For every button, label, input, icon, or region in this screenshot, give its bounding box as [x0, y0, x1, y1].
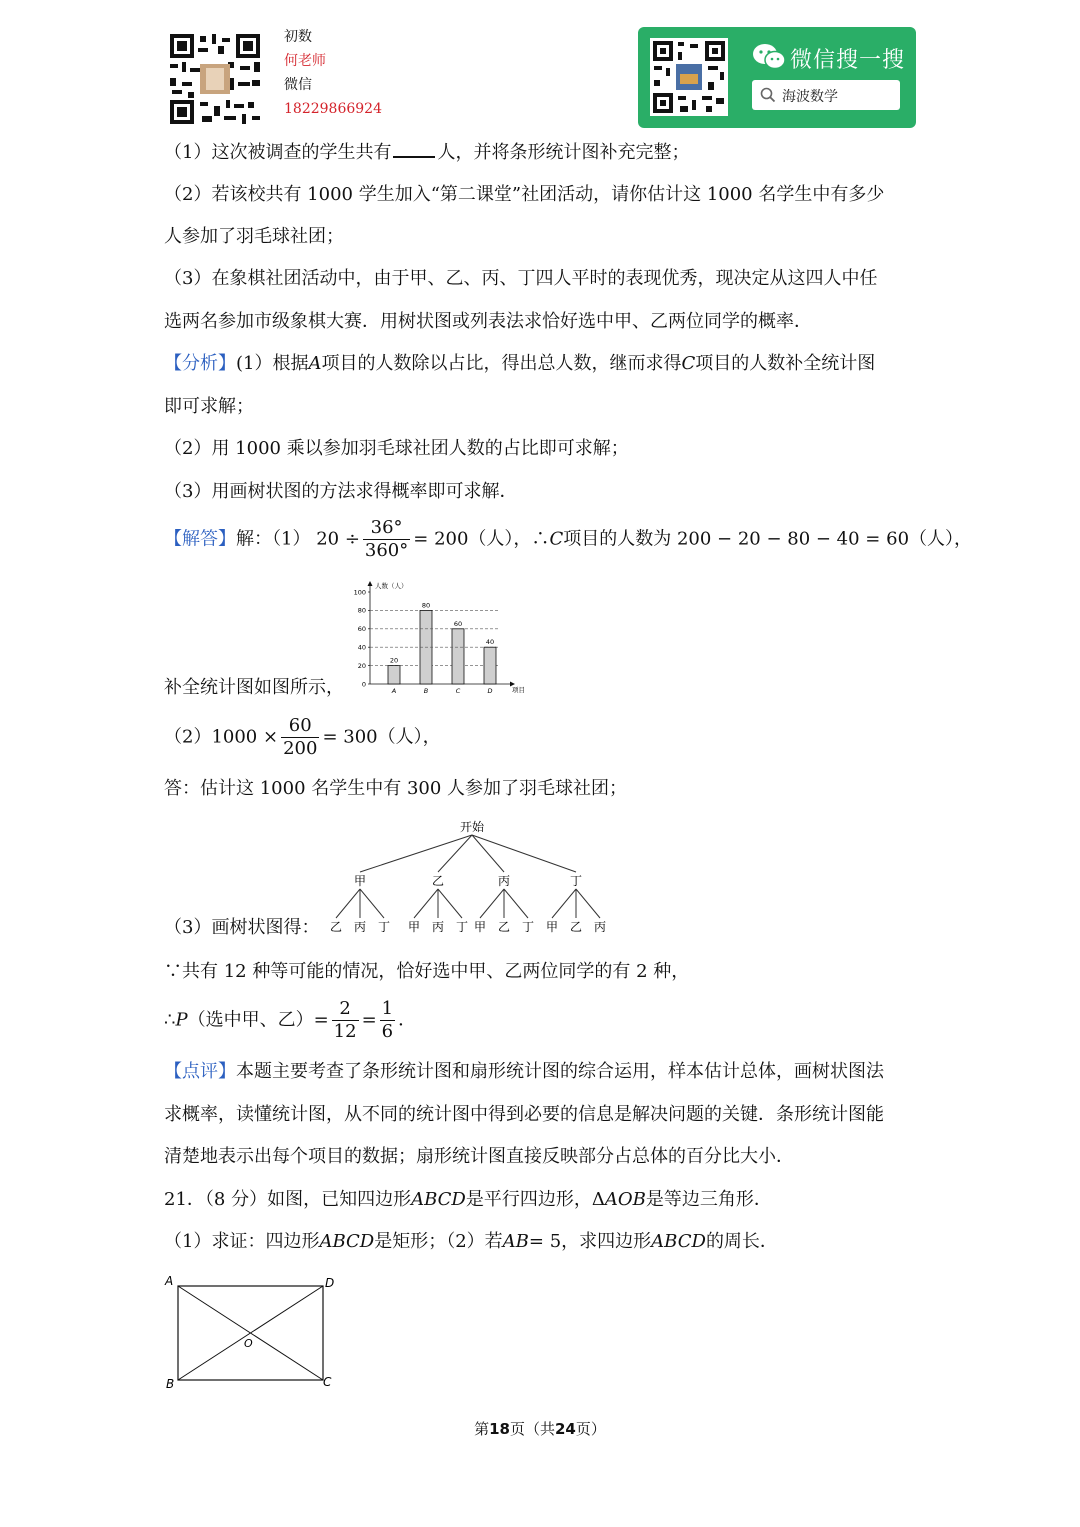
- analysis-text: 项目的人数除以占比，得出总人数，继而求得: [321, 353, 682, 374]
- var-abcd: ABCD: [319, 1231, 375, 1252]
- q21-text: 是等边三角形．: [645, 1189, 772, 1210]
- x-tick-label: D: [487, 687, 493, 695]
- q20-part1: [164, 140, 689, 165]
- tree-branch: [438, 889, 462, 918]
- wechat-title: 微信搜一搜: [790, 48, 906, 73]
- y-tick-label: 60: [357, 625, 366, 634]
- tree-node-level2: 甲: [473, 920, 487, 934]
- tree-node-level1: 丙: [497, 874, 511, 888]
- tree-node-level1: 甲: [353, 874, 367, 888]
- tree-node-level1: 丁: [569, 874, 583, 888]
- fraction-2-12: [332, 998, 359, 1043]
- q20-part2-line2: 人参加了羽毛球社团；: [164, 226, 344, 247]
- comment-line1: [164, 1060, 884, 1084]
- comment-tag: 【点评】: [164, 1061, 236, 1082]
- fraction-denominator: 360°: [364, 540, 409, 561]
- page-total: 24: [555, 1420, 576, 1438]
- y-axis-arrow: [368, 581, 373, 586]
- answer-line1: [164, 517, 972, 562]
- var-p: P: [175, 1009, 188, 1031]
- tree-node-level2: 乙: [569, 920, 583, 934]
- tree-branch: [360, 889, 384, 918]
- answer-text: 解：（1）: [236, 528, 311, 550]
- analysis-text: (1）根据: [236, 353, 309, 374]
- analysis-line3: （2）用 1000 乘以参加羽毛球社团人数的占比即可求解；: [164, 438, 629, 459]
- qr-code-right: [650, 38, 728, 116]
- x-axis-label: 项目: [512, 686, 525, 694]
- search-icon: [760, 87, 776, 103]
- fraction-60-200: [281, 715, 319, 760]
- label-a: A: [165, 1274, 174, 1288]
- answer-text: （2）1000 ×: [164, 726, 279, 748]
- tree-node-level2: 甲: [407, 920, 421, 934]
- analysis-line2: 即可求解；: [164, 396, 254, 417]
- data-label: 40: [485, 638, 495, 647]
- q21-text: = 5，求四边形: [528, 1231, 652, 1252]
- tree-node-level2: 丙: [431, 920, 445, 934]
- label-d: D: [325, 1276, 335, 1290]
- contact-line: 微信: [284, 77, 312, 93]
- data-label: 20: [389, 656, 399, 665]
- analysis-text: 项目的人数补全统计图: [695, 353, 876, 374]
- tree-node-level2: 丙: [353, 920, 367, 934]
- y-tick-label: 20: [357, 661, 366, 670]
- tree-branch: [504, 889, 528, 918]
- answer-text: （选中甲、乙）=: [187, 1009, 329, 1031]
- fraction-denominator: 200: [283, 738, 318, 759]
- fraction-numerator: 36°: [363, 517, 410, 540]
- tree-node-level2: 丙: [593, 920, 607, 934]
- analysis-line1: [164, 352, 875, 376]
- q21-text: 是平行四边形，Δ: [465, 1189, 605, 1210]
- answer-text: ．: [398, 1009, 417, 1031]
- page-number: 18: [489, 1420, 510, 1438]
- q21-line2: [164, 1230, 778, 1254]
- q20-part1-text-end: 人，并将条形统计图补充完整；: [437, 142, 690, 163]
- contact-line: 何老师: [284, 53, 326, 69]
- label-o: O: [244, 1337, 253, 1350]
- answer-line2: [164, 715, 441, 760]
- bar-a: [388, 666, 400, 684]
- answer-tag: 【解答】: [164, 528, 236, 550]
- tree-branch: [414, 889, 438, 918]
- var-aob: AOB: [604, 1189, 646, 1210]
- tree-caption: （3）画树状图得：: [164, 917, 320, 938]
- footer-text: 页（共: [509, 1420, 555, 1438]
- q21-text: （1）求证：四边形: [164, 1231, 320, 1252]
- tree-node-level2: 丁: [455, 920, 469, 934]
- answer-text: = 300（人），: [322, 726, 441, 748]
- tree-branch: [336, 889, 360, 918]
- tree-node-level1: 乙: [431, 874, 445, 888]
- x-tick-label: A: [391, 687, 397, 695]
- answer-text: = 200（人），∴: [413, 528, 550, 550]
- analysis-tag: 【分析】: [164, 353, 236, 374]
- wechat-search-box[interactable]: [752, 80, 900, 110]
- q20-part2-line1: （2）若该校共有 1000 学生加入“第二课堂”社团活动，请你估计这 1000 名学生中有多少: [164, 184, 885, 205]
- tree-diagram: [320, 815, 620, 940]
- var-abcd: ABCD: [651, 1231, 706, 1252]
- x-tick-label: C: [455, 687, 461, 695]
- answer-blank: [393, 140, 435, 158]
- footer-text: 页）: [575, 1420, 606, 1438]
- var-c: C: [681, 353, 696, 374]
- fraction-numerator: 60: [281, 715, 319, 738]
- tree-branch: [480, 889, 504, 918]
- comment-line3: 清楚地表示出每个项目的数据；扇形统计图直接反映部分占总体的百分比大小．: [164, 1146, 794, 1167]
- x-tick-label: B: [423, 687, 429, 695]
- rectangle-figure: [160, 1272, 340, 1392]
- comment-text: 本题主要考查了条形统计图和扇形统计图的综合运用，样本估计总体，画树状图法: [236, 1061, 884, 1082]
- data-label: 80: [421, 601, 431, 610]
- q20-part1-text: （1）这次被调查的学生共有: [164, 142, 392, 163]
- qr-code-left: [168, 32, 262, 126]
- wechat-logo-icon: [752, 42, 786, 72]
- page-footer: [0, 1418, 1080, 1439]
- answer-text: ∴: [164, 1009, 176, 1031]
- y-tick-label: 80: [357, 606, 366, 615]
- tree-branch: [576, 889, 600, 918]
- fraction-denominator: 6: [381, 1021, 394, 1042]
- q20-part3-line2: 选两名参加市级象棋大赛．用树状图或列表法求恰好选中甲、乙两位同学的概率．: [164, 311, 812, 332]
- tree-root: 开始: [459, 820, 485, 834]
- answer-line4: ∵共有 12 种等可能的情况，恰好选中甲、乙两位同学的有 2 种，: [164, 961, 690, 982]
- answer-line3: 答：估计这 1000 名学生中有 300 人参加了羽毛球社团；: [164, 778, 628, 799]
- q21-line1: [164, 1188, 772, 1212]
- footer-text: 第: [474, 1420, 490, 1438]
- fraction-36-360: [363, 517, 410, 562]
- analysis-line4: （3）用画树状图的方法求得概率即可求解．: [164, 481, 518, 502]
- contact-phone: 18229866924: [284, 101, 382, 117]
- q21-text: 是矩形；（2）若: [374, 1231, 503, 1252]
- fraction-denominator: 12: [333, 1021, 357, 1042]
- tree-node-level2: 乙: [497, 920, 511, 934]
- y-axis-label: 人数（人）: [375, 582, 408, 590]
- tree-node-level2: 丁: [377, 920, 391, 934]
- label-c: C: [323, 1375, 332, 1389]
- fraction-numerator: 2: [332, 998, 359, 1021]
- q21-text: 的周长．: [705, 1231, 778, 1252]
- y-tick-label: 0: [361, 680, 366, 689]
- var-ab: AB: [502, 1231, 529, 1252]
- bar-chart: [350, 578, 525, 696]
- contact-info: [284, 25, 382, 121]
- var-a: A: [308, 353, 322, 374]
- q20-part3-line1: （3）在象棋社团活动中，由于甲、乙、丙、丁四人平时的表现优秀，现决定从这四人中任: [164, 268, 878, 289]
- tree-node-level2: 甲: [545, 920, 559, 934]
- answer-text: 20 ÷: [316, 528, 360, 550]
- answer-text: 项目的人数为 200 − 20 − 80 − 40 = 60（人），: [563, 528, 973, 550]
- y-tick-label: 100: [353, 588, 366, 597]
- bar-d: [484, 647, 496, 684]
- tree-node-level2: 丁: [521, 920, 535, 934]
- comment-line2: 求概率，读懂统计图，从不同的统计图中得到必要的信息是解决问题的关键．条形统计图能: [164, 1104, 884, 1125]
- label-b: B: [166, 1377, 175, 1391]
- fraction-numerator: 1: [381, 998, 394, 1019]
- chart-caption: 补全统计图如图所示，: [164, 677, 344, 698]
- equals-sign: =: [361, 1009, 377, 1031]
- tree-branch: [552, 889, 576, 918]
- var-c: C: [549, 528, 564, 550]
- q21-text: 21．（8 分）如图，已知四边形: [164, 1189, 412, 1210]
- contact-line: 初数: [284, 29, 312, 45]
- answer-line5: [164, 998, 416, 1043]
- y-tick-label: 40: [357, 643, 366, 652]
- fraction-1-6: [380, 998, 395, 1043]
- data-label: 60: [453, 619, 463, 628]
- wechat-search-text: 海波数学: [782, 89, 838, 105]
- var-abcd: ABCD: [411, 1189, 466, 1210]
- tree-node-level2: 乙: [329, 920, 343, 934]
- bar-c: [452, 629, 464, 684]
